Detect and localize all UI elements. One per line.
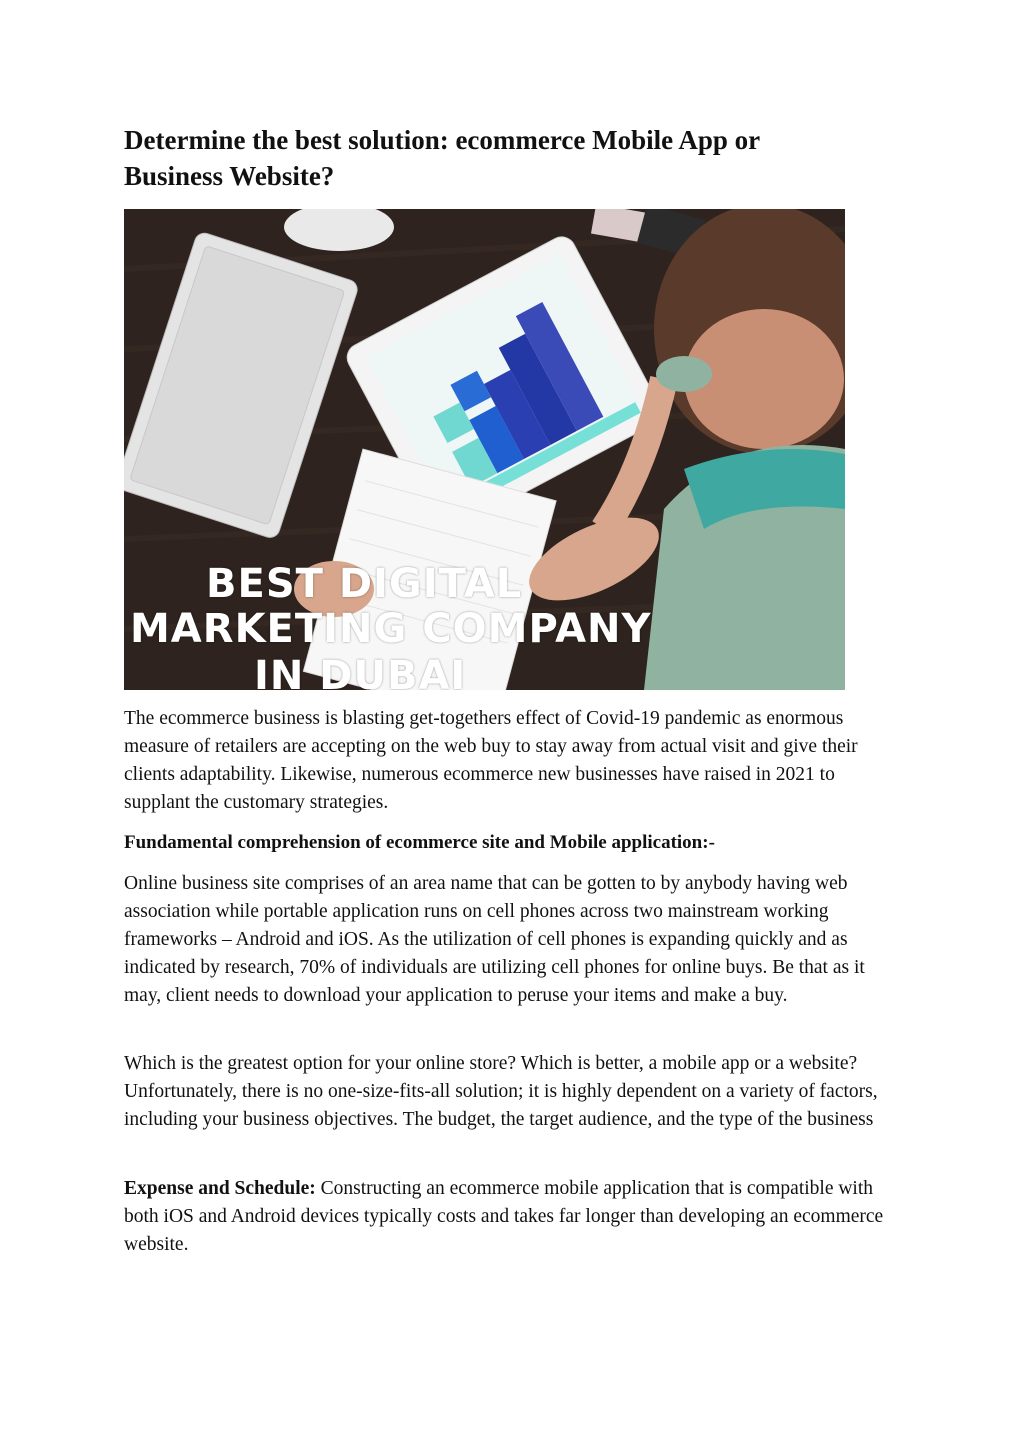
overlay-line-3: IN DUBAI [254,653,467,690]
body-paragraph-4 [124,1175,904,1259]
section-heading: Fundamental comprehension of ecommerce site and Mobile application:- [124,832,715,853]
page-title: Determine the best solution: ecommerce Mobile App or Business Website? [124,125,760,191]
body-paragraph-2: Online business site comprises of an area name that can be gotten to by anybody having web association while portable application runs on cell phones across two mainstream working frameworks – Android and iOS. As the utilization of cell phones is expanding quickly and as indicated by research, 70% of individuals are utilizing cell phones for online buys. Be that as it may, client needs to download your application to peruse your items and make a buy. [124,873,865,1006]
overlay-line-2: MARKETING COMPANY [130,606,652,652]
expense-text: Constructing an ecommerce mobile application that is compatible with both iOS and Android devices typically costs and takes far longer than developing an ecommerce website. [124,1178,884,1255]
intro-paragraph: The ecommerce business is blasting get-togethers effect of Covid-19 pandemic as enormous measure of retailers are accepting on the web buy to stay away from actual visit and give their clients adaptability. Likewise, numerous ecommerce new businesses have raised in 2021 to supplant the customary strategies. [124,708,858,813]
overlay-line-1: BEST DIGITAL [206,561,523,607]
hero-image [124,209,845,690]
body-paragraph-3: Which is the greatest option for your online store? Which is better, a mobile app or a website? Unfortunately, there is no one-size-fits-all solution; it is highly dependent on a variety of factors, including your business objectives. The budget, the target audience, and the type of the business [124,1053,878,1130]
expense-label: Expense and Schedule: [124,1178,316,1199]
